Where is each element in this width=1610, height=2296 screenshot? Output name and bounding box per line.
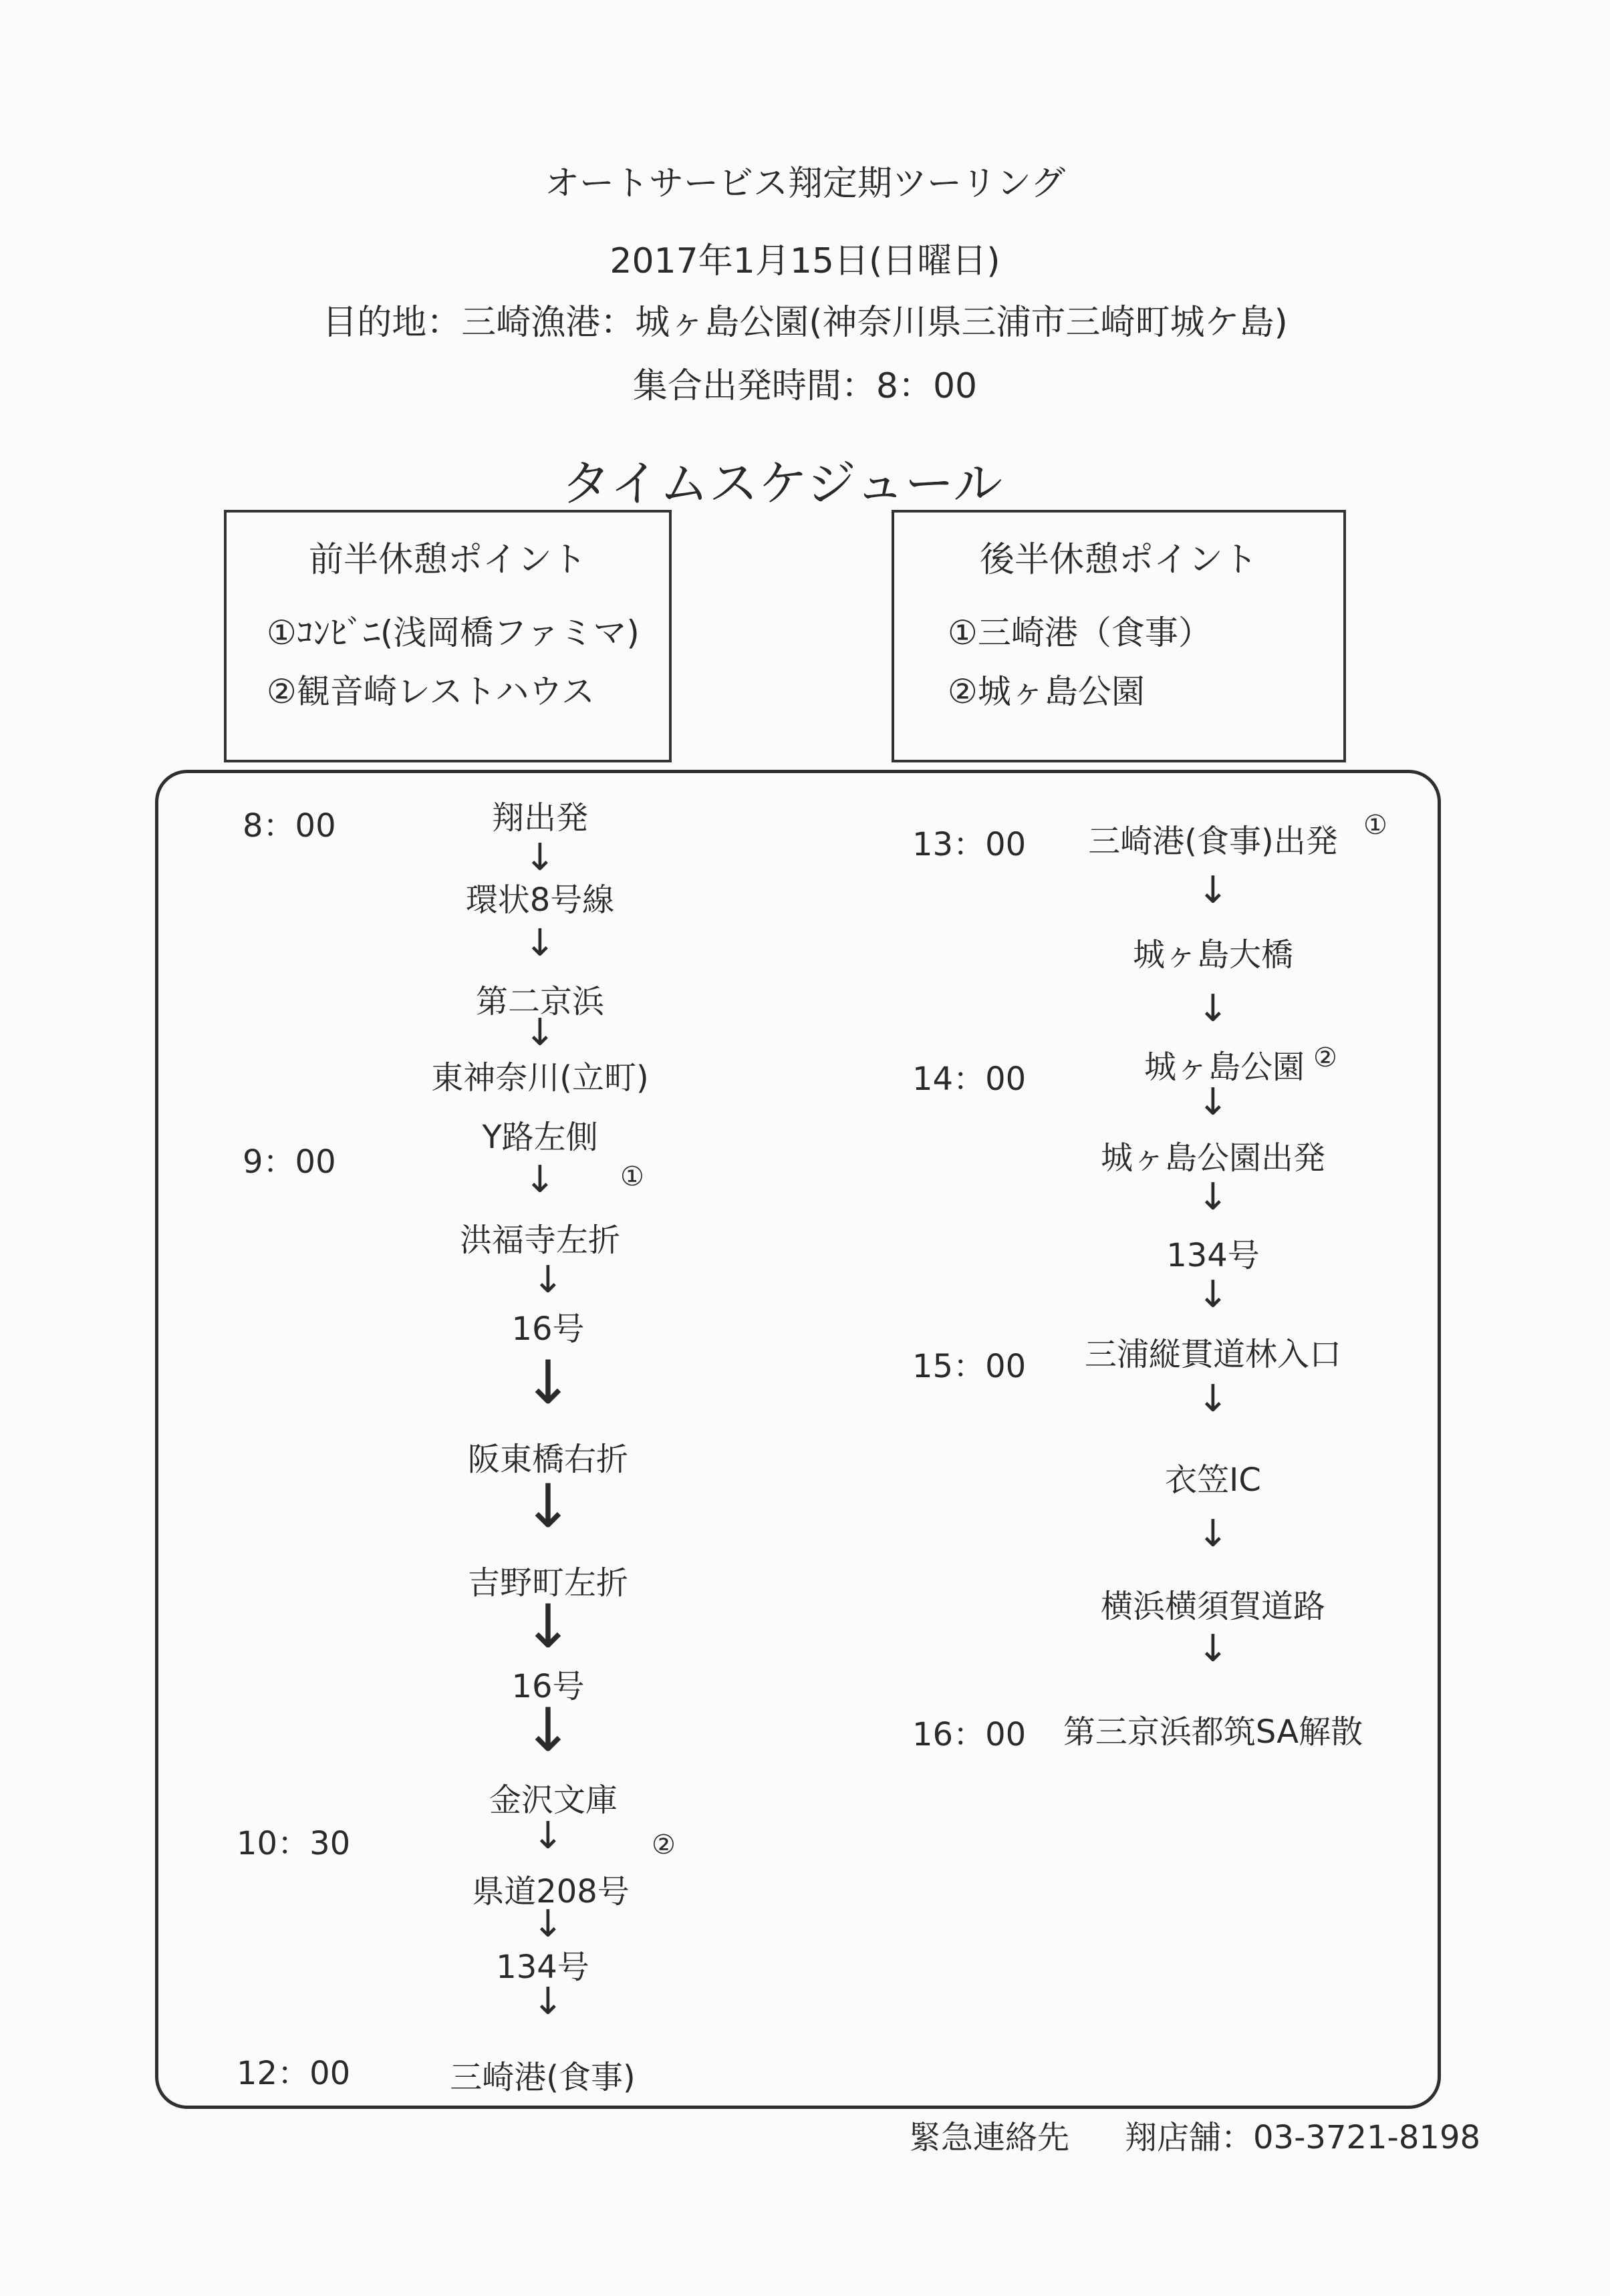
route-step: 金沢文庫 (489, 1781, 618, 1819)
route-step: 環状8号線 (465, 881, 615, 919)
down-arrow-icon: ↓ (532, 1980, 564, 2023)
route-step: 第二京浜 (475, 983, 605, 1020)
schedule-title: タイムスケジュール (561, 455, 1003, 513)
second-half-rest-box (892, 510, 1346, 762)
route-step: 134号 (496, 1949, 589, 1986)
time-label: 13：00 (912, 826, 1027, 863)
route-step: 県道208号 (472, 1873, 630, 1910)
time-label: 10：30 (237, 1825, 351, 1862)
route-step: 東神奈川(立町) (431, 1059, 649, 1097)
route-step: 三浦縦貫道林入口 (1084, 1336, 1342, 1373)
second-half-item-1: ①三崎港（食事） (948, 613, 1212, 652)
event-date: 2017年1月15日(日曜日) (610, 241, 1000, 281)
route-step: 翔出発 (491, 799, 589, 837)
time-label: 8：00 (243, 807, 336, 845)
down-arrow-icon: ↓ (532, 1814, 564, 1858)
time-label: 14：00 (912, 1060, 1027, 1098)
route-step: Y路左側 (482, 1119, 598, 1156)
route-step: 134号 (1166, 1237, 1260, 1274)
down-arrow-icon: ↓ (1197, 1627, 1229, 1671)
down-arrow-icon: ↓ (524, 1158, 556, 1201)
time-label: 15：00 (912, 1348, 1027, 1385)
route-step: 城ヶ島大橋 (1132, 936, 1294, 974)
time-label: 9：00 (243, 1143, 336, 1181)
route-step: 吉野町左折 (467, 1564, 629, 1602)
down-arrow-icon: ↓ (1197, 1081, 1229, 1124)
event-title: オートサービス翔定期ツーリング (545, 164, 1065, 204)
destination: 目的地：三崎漁港：城ヶ島公園(神奈川県三浦市三崎町城ケ島) (322, 303, 1288, 343)
down-arrow-icon: ↓ (1197, 1377, 1229, 1421)
route-step: 洪福寺左折 (459, 1222, 621, 1259)
second-half-item-2: ②城ヶ島公園 (948, 672, 1145, 711)
first-half-item-2: ②観音崎レストハウス (267, 672, 595, 711)
time-label: 12：00 (237, 2055, 351, 2092)
down-arrow-icon: ↓ (523, 1592, 573, 1662)
emergency-contact-number: 翔店舗：03-3721-8198 (1125, 2119, 1481, 2156)
first-half-title: 前半休憩ポイント (308, 540, 587, 580)
down-arrow-icon: ↓ (523, 1348, 573, 1418)
route-step: 横浜横須賀道路 (1100, 1588, 1326, 1625)
down-arrow-icon: ↓ (524, 836, 556, 879)
route-step: 三崎港(食事) (450, 2059, 636, 2096)
route-step: 城ヶ島公園 (1144, 1048, 1305, 1086)
down-arrow-icon: ↓ (532, 1902, 564, 1946)
down-arrow-icon: ↓ (532, 1258, 564, 1302)
down-arrow-icon: ↓ (1197, 1273, 1229, 1316)
down-arrow-icon: ↓ (523, 1695, 573, 1765)
route-step: 16号 (511, 1668, 585, 1705)
route-step: 衣笠IC (1165, 1461, 1261, 1499)
time-label: 16：00 (912, 1716, 1027, 1753)
first-half-rest-box (224, 510, 672, 762)
emergency-contact-label: 緊急連絡先 (909, 2119, 1070, 2156)
rest-point-marker: ② (652, 1830, 676, 1860)
rest-point-marker: ① (1363, 810, 1387, 841)
down-arrow-icon: ↓ (524, 1011, 556, 1054)
first-half-item-1: ①ｺﾝﾋﾞﾆ(浅岡橋ファミマ) (267, 613, 640, 652)
down-arrow-icon: ↓ (1197, 869, 1229, 912)
down-arrow-icon: ↓ (523, 1471, 573, 1542)
route-step: 阪東橋右折 (467, 1441, 629, 1478)
route-step: 城ヶ島公園出発 (1100, 1139, 1326, 1177)
down-arrow-icon: ↓ (524, 921, 556, 965)
down-arrow-icon: ↓ (1197, 1512, 1229, 1556)
rest-point-marker: ① (620, 1161, 644, 1192)
second-half-title: 後半休憩ポイント (979, 540, 1258, 580)
route-step: 第三京浜都筑SA解散 (1063, 1713, 1363, 1751)
meeting-time: 集合出発時間：8：00 (632, 366, 978, 406)
rest-point-marker: ② (1313, 1042, 1337, 1073)
down-arrow-icon: ↓ (1197, 1175, 1229, 1219)
route-step: 三崎港(食事)出発 (1088, 823, 1338, 860)
route-step: 16号 (511, 1310, 585, 1348)
down-arrow-icon: ↓ (1197, 987, 1229, 1030)
